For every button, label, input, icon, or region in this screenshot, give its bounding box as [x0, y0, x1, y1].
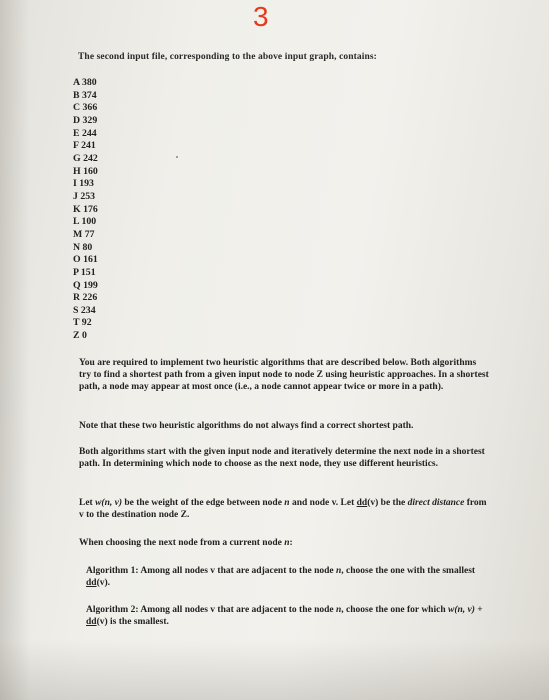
- heuristic-value-item: O 161: [73, 254, 98, 266]
- heuristic-value-item: T 92: [73, 317, 92, 329]
- heuristic-value-item: B 374: [73, 89, 97, 101]
- paragraph-definitions: [79, 497, 489, 521]
- text-fragment: Algorithm 2: Among all nodes v that are adjacent to the node: [86, 605, 336, 615]
- dd-notation: dd: [86, 578, 97, 588]
- paragraph-algorithms-start: Both algorithms start with the given input node and iteratively determine the next node in a shortest path. In determining which node to choose as the next node, they use different heuristics.: [79, 447, 485, 469]
- node-n: n: [284, 498, 290, 508]
- paragraph-algorithm-1: [86, 565, 486, 589]
- weight-notation: w(n, v): [95, 498, 123, 508]
- text-fragment: +: [474, 605, 483, 615]
- stray-mark: [176, 156, 178, 158]
- text-fragment: , choose the one for which: [341, 605, 448, 615]
- text-fragment: and node v. Let: [289, 498, 357, 508]
- paragraph-choosing: [79, 537, 489, 549]
- text-fragment: be the weight of the edge between node: [122, 498, 285, 508]
- paragraph-requirements: You are required to implement two heuristic algorithms that are described below. Both algorithms try to find a shortest path from a given input node to node Z using heuristic approaches. In a shortest path, a node may appear at most once (i.e., a node cannot appear twice or more in a path).: [79, 358, 489, 392]
- node-n: n: [284, 538, 290, 548]
- text-fragment: When choosing the next node from a current node: [79, 538, 285, 548]
- heuristic-value-item: Q 199: [73, 279, 98, 291]
- page-shadow-left: [0, 0, 30, 700]
- node-n: n: [335, 605, 342, 615]
- page-shadow-bottom: [0, 640, 549, 700]
- text-fragment: (v).: [96, 578, 111, 588]
- heuristic-values-list: [73, 77, 98, 343]
- heuristic-value-item: D 329: [73, 114, 98, 126]
- paragraph-note: Note that these two heuristic algorithms do not always find a correct shortest path.: [79, 421, 414, 431]
- text-fragment: (v) be the: [367, 498, 408, 508]
- heuristic-value-item: A 380: [73, 77, 97, 88]
- page-number: 3: [253, 1, 269, 32]
- node-n: n: [335, 566, 342, 576]
- heuristic-value-item: H 160: [73, 165, 98, 177]
- heuristic-value-item: N 80: [73, 241, 93, 253]
- text-fragment: Let: [79, 498, 96, 508]
- text-fragment: :: [289, 538, 293, 548]
- heuristic-value-item: C 366: [73, 102, 98, 114]
- heuristic-value-item: I 193: [73, 178, 94, 190]
- heuristic-value-item: G 242: [73, 152, 98, 164]
- heuristic-value-item: R 226: [73, 292, 98, 304]
- intro-text: The second input file, corresponding to the above input graph, contains:: [78, 52, 377, 62]
- text-fragment: (v) is the smallest.: [96, 617, 169, 627]
- heuristic-value-item: P 151: [73, 266, 96, 278]
- heuristic-value-item: K 176: [73, 203, 98, 215]
- text-fragment: , choose the one with the smallest: [341, 566, 476, 576]
- heuristic-value-item: M 77: [73, 228, 95, 240]
- heuristic-value-item: F 241: [73, 140, 96, 152]
- weight-notation: w(n, v): [447, 605, 475, 615]
- dd-notation: dd: [86, 617, 97, 627]
- heuristic-value-item: J 253: [73, 190, 96, 202]
- heuristic-value-item: E 244: [73, 127, 97, 139]
- direct-distance-term: direct distance: [407, 498, 465, 508]
- text-fragment: from v to the destination node Z.: [79, 498, 487, 520]
- heuristic-value-item: L 100: [73, 216, 97, 228]
- heuristic-value-item: Z 0: [73, 330, 87, 342]
- heuristic-value-item: S 234: [73, 304, 96, 316]
- dd-notation: dd: [356, 498, 368, 508]
- paragraph-algorithm-2: [86, 604, 486, 628]
- text-fragment: Algorithm 1: Among all nodes v that are adjacent to the node: [86, 566, 336, 576]
